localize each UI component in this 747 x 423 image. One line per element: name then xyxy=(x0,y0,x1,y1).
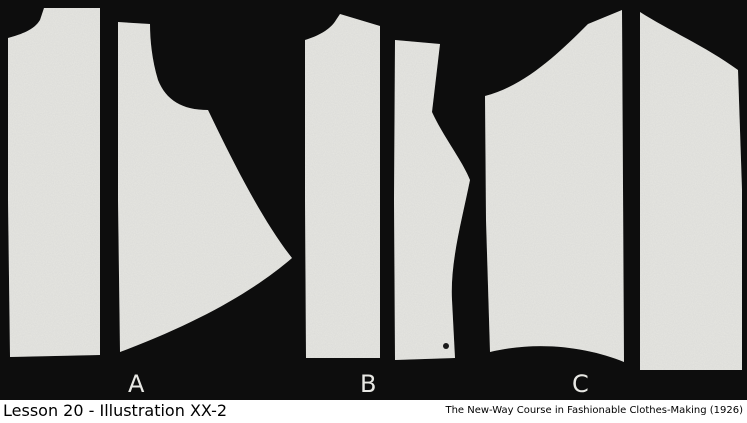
blemish-mark xyxy=(443,343,449,349)
illustration-title: Lesson 20 - Illustration XX-2 xyxy=(3,401,228,420)
piece-b-front xyxy=(305,14,380,358)
piece-a-front xyxy=(8,8,100,357)
panel-label-c: C xyxy=(572,370,590,398)
caption-bar xyxy=(0,400,747,423)
panel-label-b: B xyxy=(360,370,378,398)
piece-c-back xyxy=(640,12,742,370)
panel-label-a: A xyxy=(128,370,146,398)
source-credit: The New-Way Course in Fashionable Clothes-Making (1926) xyxy=(445,405,743,416)
